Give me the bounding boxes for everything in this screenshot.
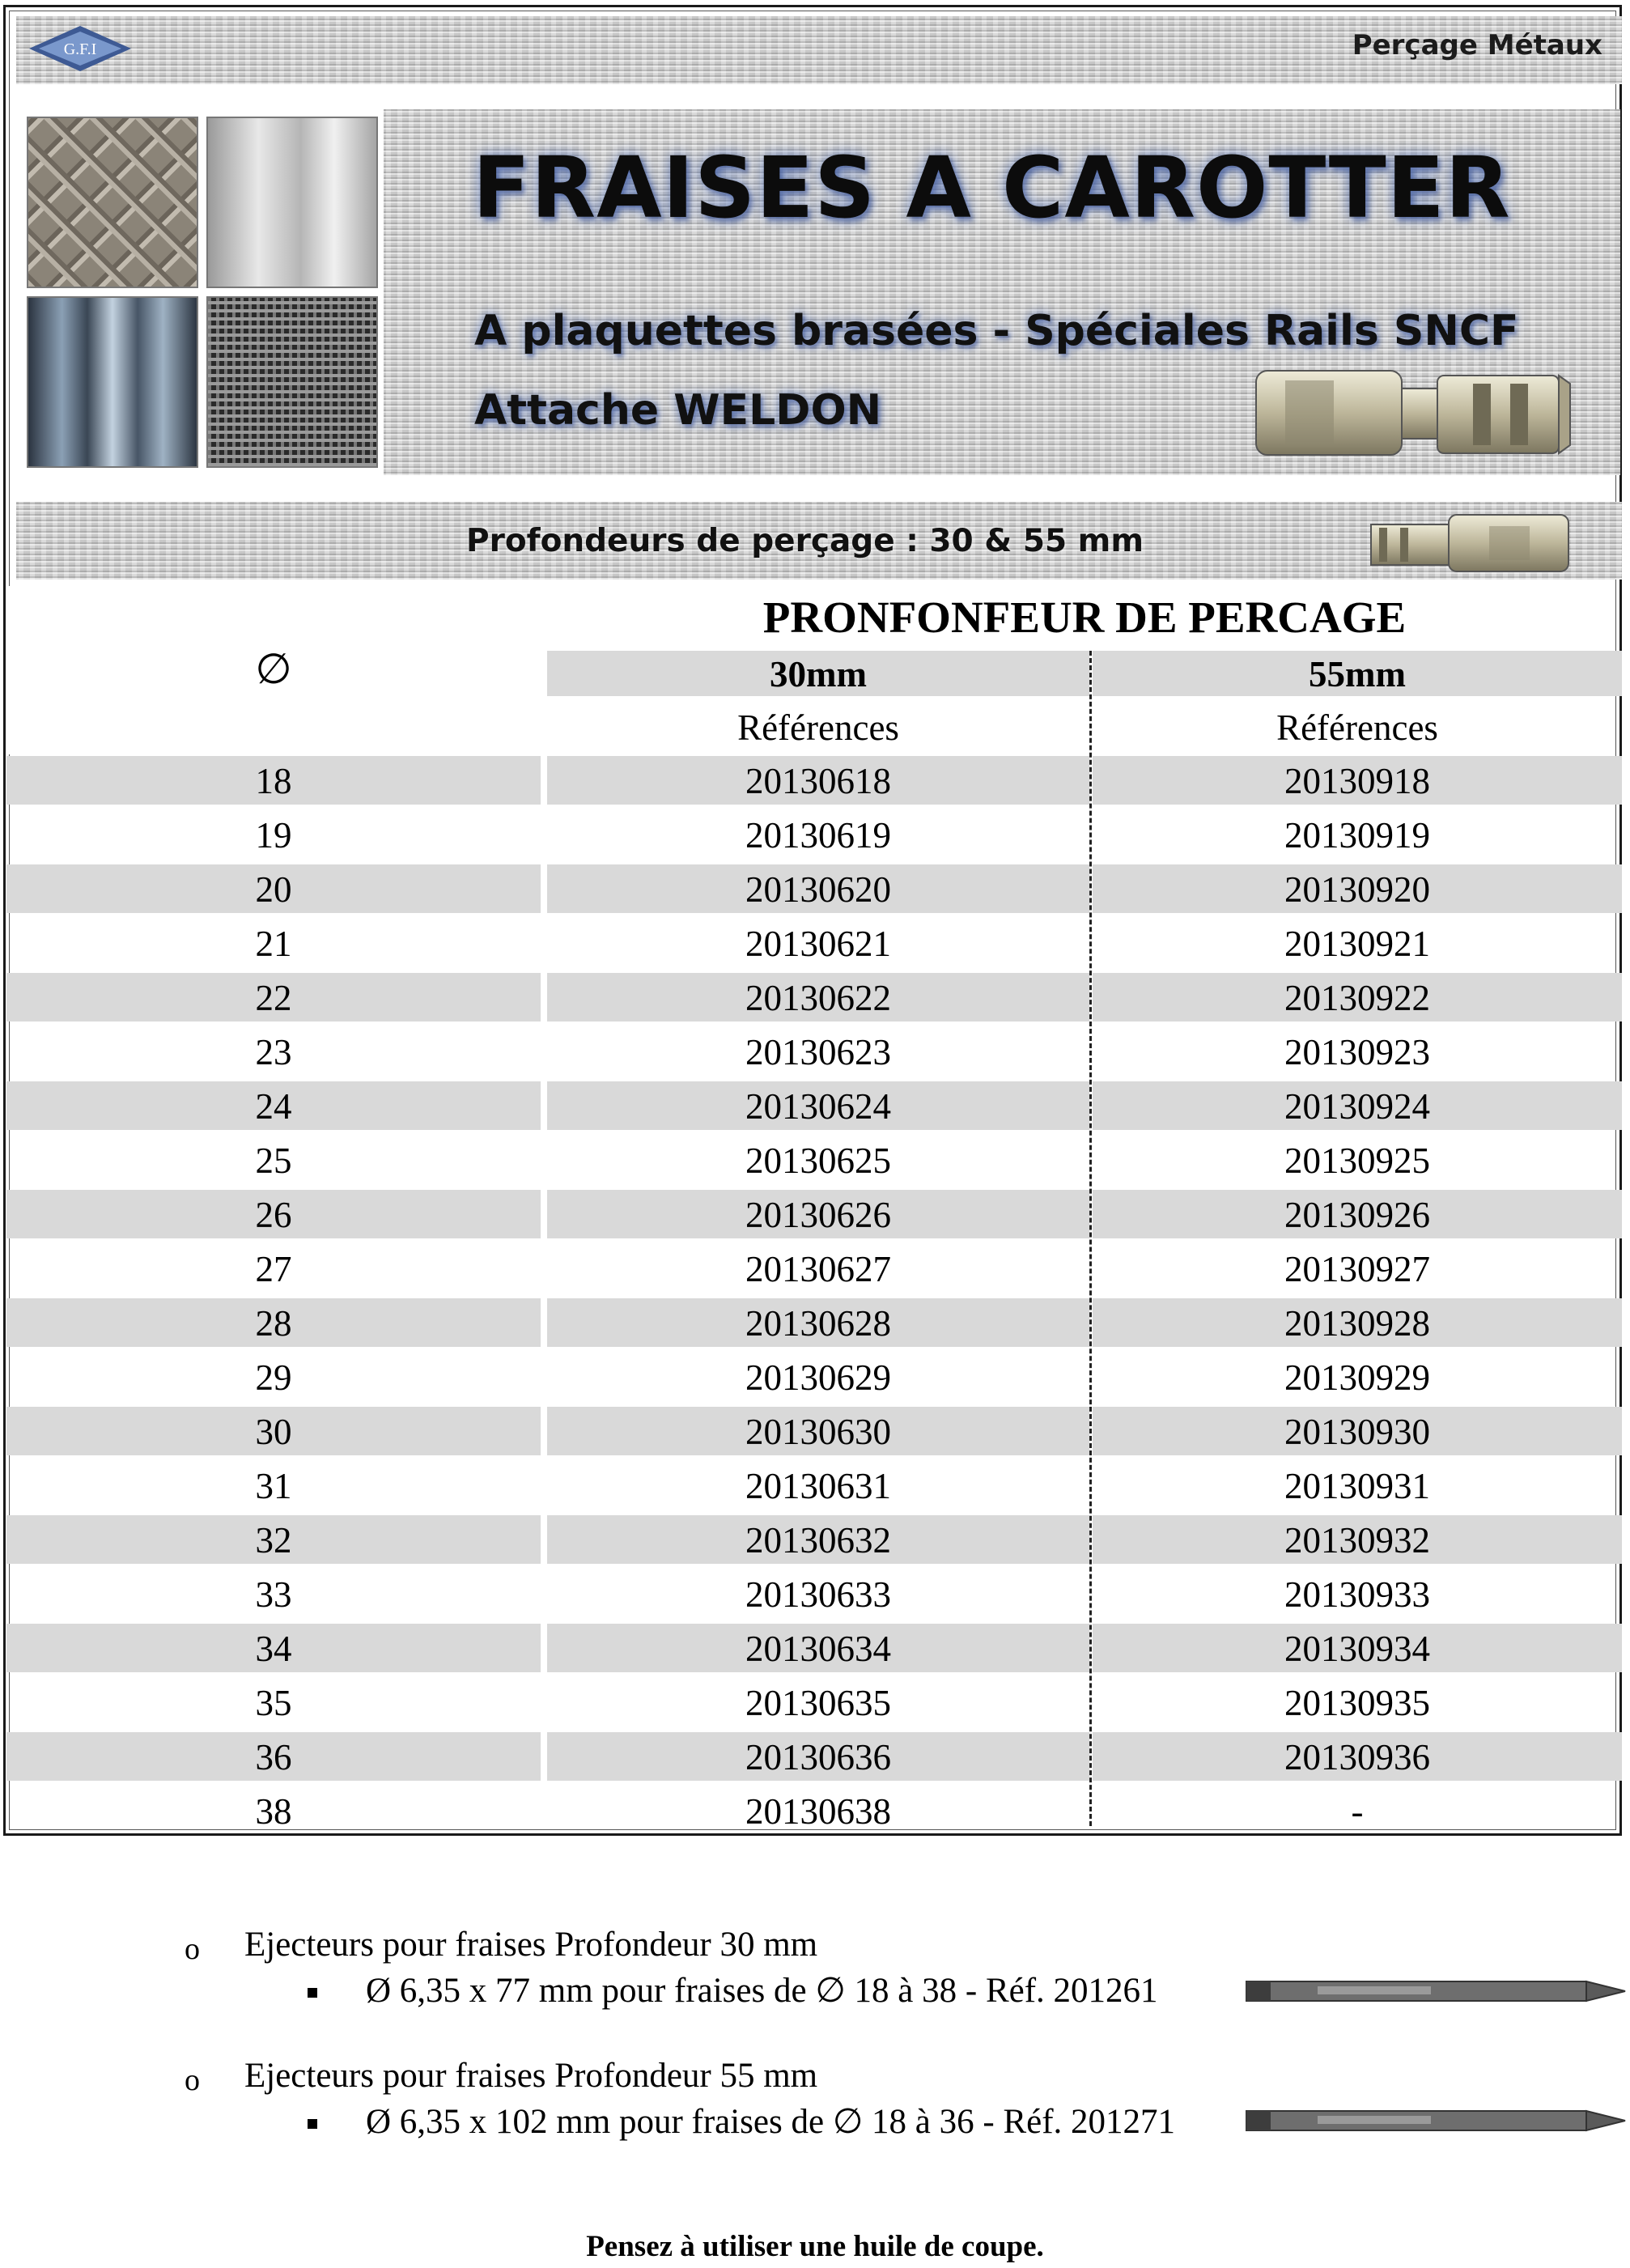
table-row: [6, 1624, 1622, 1672]
subtitle-weldon: Attache WELDON: [474, 386, 882, 435]
table-row: [6, 1244, 1622, 1293]
ejector-30-title: Ejecteurs pour fraises Profondeur 30 mm: [244, 1926, 818, 1964]
diameter-cell: 29: [255, 1357, 292, 1398]
table-row: [6, 1298, 1622, 1347]
table-row: [6, 1190, 1622, 1238]
ref-55-cell: 20130935: [1284, 1683, 1430, 1723]
diameter-cell: 32: [6, 1515, 541, 1564]
table-row: [6, 756, 1622, 805]
logo-text: G.F.I: [63, 40, 97, 58]
ref-30-cell: 20130634: [547, 1624, 1089, 1672]
diameter-cell: 23: [255, 1032, 292, 1072]
ref-30-cell: 20130621: [745, 924, 891, 964]
subtitle-brazed: A plaquettes brasées - Spéciales Rails SNCF: [474, 307, 1519, 355]
ejector-55-detail: Ø 6,35 x 102 mm pour fraises de ∅ 18 à 36 - Réf. 201271: [366, 2103, 1176, 2141]
ref-55-cell: 20130918: [1093, 756, 1622, 805]
ref-30-cell: 20130624: [547, 1081, 1089, 1130]
diameter-cell: 18: [6, 756, 541, 805]
ref-55-cell: 20130927: [1284, 1249, 1430, 1289]
ref-55-cell: 20130929: [1284, 1357, 1430, 1398]
ref-30-cell: 20130638: [745, 1791, 891, 1832]
diameter-cell: 25: [255, 1140, 292, 1181]
sub-bullet-1: [308, 1988, 317, 1998]
ref-30-cell: 20130623: [745, 1032, 891, 1072]
table-row: [6, 1732, 1622, 1781]
table-row: [6, 1786, 1622, 1835]
ref-55-cell: -: [1351, 1791, 1364, 1832]
ref-55-cell: 20130921: [1284, 924, 1430, 964]
table-row: [6, 1515, 1622, 1564]
domain-label: Perçage Métaux: [1352, 29, 1602, 62]
ref-30-cell: 20130630: [547, 1407, 1089, 1455]
ejector-55-title: Ejecteurs pour fraises Profondeur 55 mm: [244, 2057, 818, 2095]
checker-plate-image: [27, 117, 198, 288]
brushed-steel-image: [206, 117, 378, 288]
core-drill-image: [1253, 356, 1573, 469]
table-row: [6, 1569, 1622, 1618]
woven-mesh-image: [206, 296, 378, 468]
ref-30-cell: 20130628: [547, 1298, 1089, 1347]
table-row: [6, 1136, 1622, 1184]
depth-group-header: PRONFONFEUR DE PERCAGE: [762, 592, 1407, 642]
depth-label: Profondeurs de perçage : 30 & 55 mm: [466, 523, 1144, 559]
ref-30-cell: 20130631: [745, 1466, 891, 1506]
ref-30-cell: 20130620: [547, 864, 1089, 913]
table-row: [6, 1353, 1622, 1401]
ref-55-cell: 20130936: [1093, 1732, 1622, 1781]
ref-55-cell: 20130919: [1284, 815, 1430, 856]
ref-30-cell: 20130618: [547, 756, 1089, 805]
diameter-header: ∅: [6, 586, 541, 754]
page-title: FRAISES A CAROTTER: [473, 138, 1511, 237]
diameter-cell: 28: [6, 1298, 541, 1347]
ejector-30-detail: Ø 6,35 x 77 mm pour fraises de ∅ 18 à 38 - Réf. 201261: [366, 1972, 1158, 2010]
ref-30-cell: 20130629: [745, 1357, 891, 1398]
ejector-rod-image: [1245, 2104, 1628, 2137]
diameter-cell: 36: [6, 1732, 541, 1781]
ref-55-cell: 20130932: [1093, 1515, 1622, 1564]
ref-30-cell: 20130627: [745, 1249, 891, 1289]
ref-55-cell: 20130924: [1093, 1081, 1622, 1130]
diameter-cell: 30: [6, 1407, 541, 1455]
ref-55-cell: 20130926: [1093, 1190, 1622, 1238]
ref-30-cell: 20130636: [547, 1732, 1089, 1781]
bullet-1: o: [185, 1932, 200, 1966]
depth-55-header: 55mm: [1093, 651, 1622, 696]
ref-30-cell: 20130622: [547, 973, 1089, 1021]
ref-55-label: Références: [1276, 707, 1438, 748]
ref-30-label: Références: [737, 707, 899, 748]
material-tiles: [27, 117, 383, 473]
diameter-cell: 24: [6, 1081, 541, 1130]
ref-55-cell: 20130925: [1284, 1140, 1430, 1181]
header-band: [16, 16, 1622, 84]
diameter-cell: 33: [255, 1574, 292, 1615]
ref-55-cell: 20130931: [1284, 1466, 1430, 1506]
ref-55-cell: 20130920: [1093, 864, 1622, 913]
ejector-rod-image: [1245, 1975, 1628, 2007]
ref-55-cell: 20130933: [1284, 1574, 1430, 1615]
diameter-cell: 34: [6, 1624, 541, 1672]
table-row: [6, 864, 1622, 913]
diameter-cell: 20: [6, 864, 541, 913]
ref-30-cell: 20130625: [745, 1140, 891, 1181]
ref-55-cell: 20130930: [1093, 1407, 1622, 1455]
table-row: [6, 973, 1622, 1021]
depth-30-header: 30mm: [547, 651, 1089, 696]
diameter-cell: 19: [255, 815, 292, 856]
polished-metal-image: [27, 296, 198, 468]
core-drill-small-image: [1368, 510, 1575, 576]
ref-55-cell: 20130922: [1093, 973, 1622, 1021]
diameter-cell: 26: [6, 1190, 541, 1238]
ref-55-cell: 20130923: [1284, 1032, 1430, 1072]
diameter-cell: 21: [255, 924, 292, 964]
ref-30-cell: 20130635: [745, 1683, 891, 1723]
ref-30-cell: 20130626: [547, 1190, 1089, 1238]
table-row: [6, 1678, 1622, 1726]
diameter-cell: 27: [255, 1249, 292, 1289]
diameter-cell: 31: [255, 1466, 292, 1506]
ref-55-cell: 20130934: [1093, 1624, 1622, 1672]
ref-30-cell: 20130633: [745, 1574, 891, 1615]
ref-30-cell: 20130619: [745, 815, 891, 856]
table-row: [6, 919, 1622, 967]
ref-30-cell: 20130632: [547, 1515, 1089, 1564]
footer-note: Pensez à utiliser une huile de coupe.: [586, 2230, 1044, 2263]
diameter-cell: 35: [255, 1683, 292, 1723]
table-row: [6, 1461, 1622, 1510]
diameter-cell: 38: [255, 1791, 292, 1832]
table-row: [6, 1407, 1622, 1455]
table-row: [6, 810, 1622, 859]
table-row: [6, 1081, 1622, 1130]
gfi-logo: [28, 24, 133, 73]
ref-55-cell: 20130928: [1093, 1298, 1622, 1347]
sub-bullet-2: [308, 2119, 317, 2129]
bullet-2: o: [185, 2063, 200, 2097]
diameter-cell: 22: [6, 973, 541, 1021]
table-row: [6, 1027, 1622, 1076]
